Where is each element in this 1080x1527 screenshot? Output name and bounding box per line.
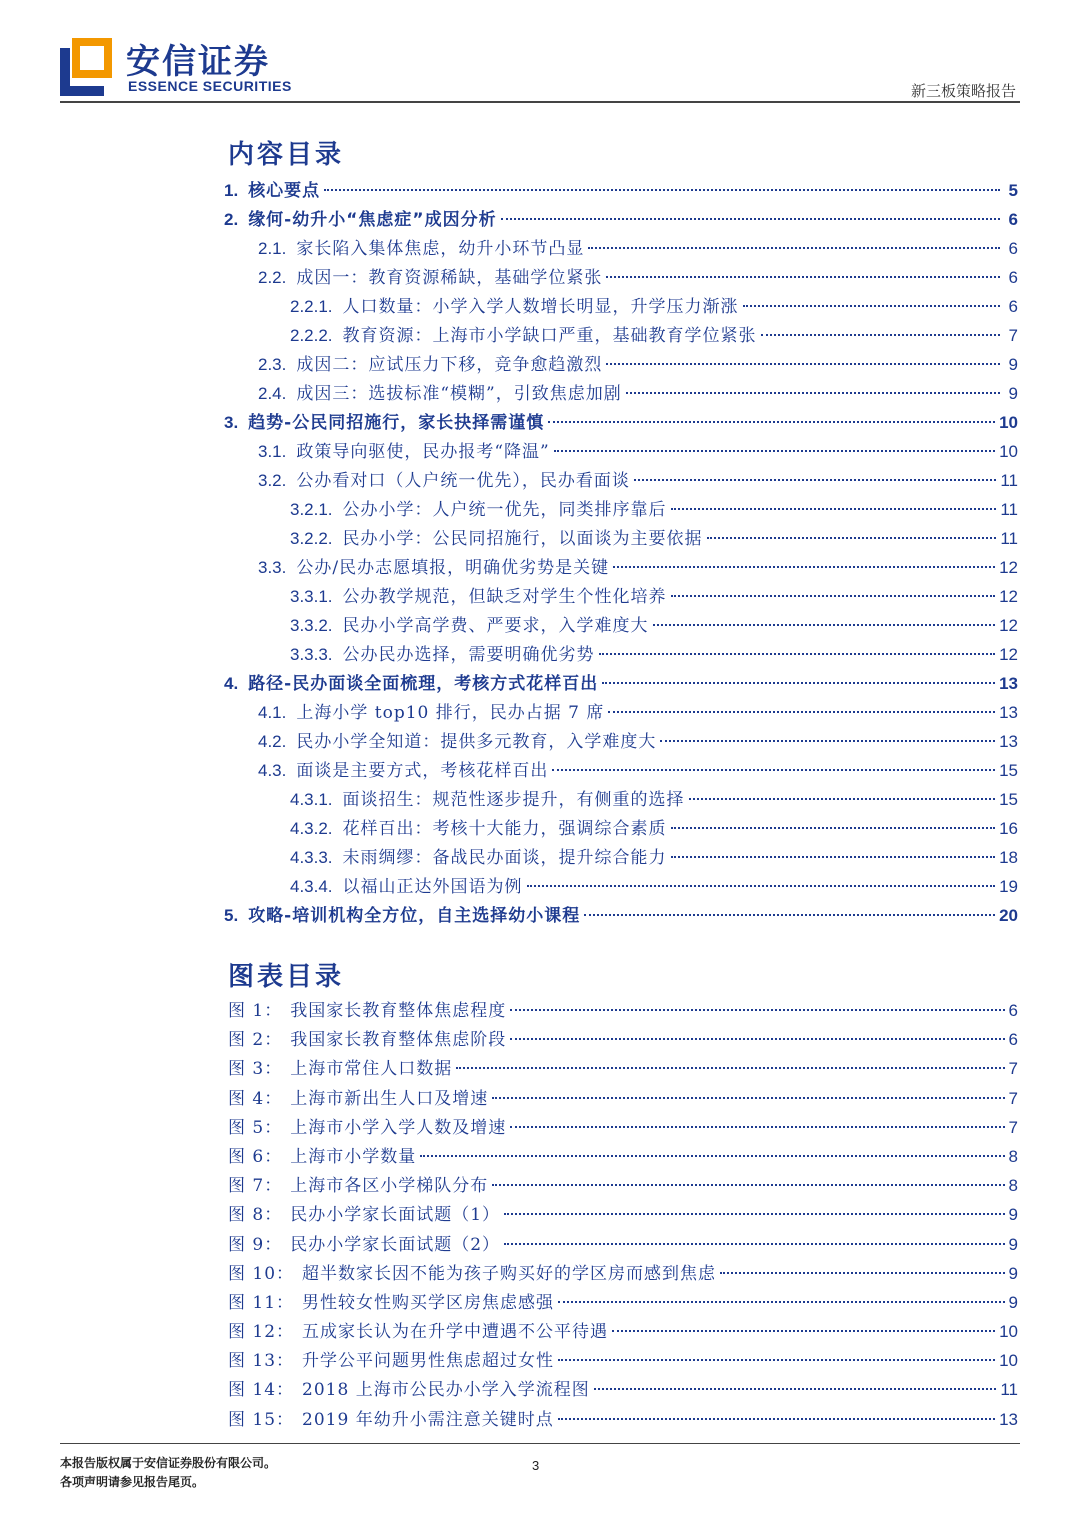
toc-entry-text: 趋势-公民同招施行，家长抉择需谨慎 [248, 413, 545, 433]
dot-leader [707, 537, 997, 539]
figure-entry-page: 8 [1008, 1146, 1018, 1166]
dot-leader [324, 189, 1000, 191]
figure-entry-text: 2018 上海市公民办小学入学流程图 [302, 1380, 590, 1401]
dot-leader [527, 885, 996, 887]
figure-entry[interactable] [228, 1346, 1018, 1375]
toc-entry[interactable] [224, 176, 1018, 205]
dot-leader [743, 305, 1000, 307]
figure-entry-text: 我国家长教育整体焦虑程度 [290, 1001, 507, 1021]
toc-entry[interactable] [224, 234, 1018, 263]
figure-entry[interactable] [228, 1259, 1018, 1288]
toc-entry-number: 3.3.1. [290, 587, 333, 606]
figure-entry-label: 图 9： [228, 1234, 283, 1255]
toc-entry-number: 2.3. [258, 355, 287, 374]
figure-entry-text: 升学公平问题男性焦虑超过女性 [302, 1351, 555, 1372]
toc-entry-number: 2.2.1. [290, 297, 333, 316]
toc-entry-page: 6 [1008, 210, 1018, 229]
toc-entry-text: 民办小学高学费、严要求，入学难度大 [342, 616, 649, 636]
toc-entry-page: 10 [999, 442, 1018, 461]
figure-entry-page: 7 [1008, 1117, 1018, 1137]
figure-entry-label: 图 5： [228, 1117, 283, 1138]
toc-entry-page: 9 [1008, 355, 1018, 374]
figure-entry-text: 上海市各区小学梯队分布 [290, 1176, 489, 1197]
toc-entry-text: 民办小学全知道：提供多元教育，入学难度大 [296, 732, 657, 752]
figure-entry[interactable] [228, 1230, 1018, 1259]
figure-entry-label: 图 10： [228, 1263, 295, 1284]
figure-entry-label: 图 13： [228, 1351, 295, 1372]
toc-entry[interactable] [224, 843, 1018, 872]
dot-leader [552, 769, 995, 771]
toc-entry-text: 人口数量：小学入学人数增长明显，升学压力渐涨 [342, 297, 739, 317]
dot-leader [558, 1359, 995, 1361]
footer-copyright: 本报告版权属于安信证券股份有限公司。 [60, 1456, 277, 1470]
dot-leader [653, 624, 996, 626]
dot-leader [548, 421, 995, 423]
figure-entry-page: 9 [1008, 1234, 1018, 1254]
toc-entry[interactable] [224, 524, 1018, 553]
toc-entry-number: 3.3.3. [290, 645, 333, 664]
toc-entry-number: 1. [224, 181, 239, 200]
dot-leader [761, 334, 1000, 336]
dot-leader [671, 827, 996, 829]
dot-leader [456, 1067, 1004, 1069]
dot-leader [588, 247, 1000, 249]
footer-divider [60, 1443, 1020, 1444]
footer-notice: 各项声明请参见报告尾页。 [60, 1475, 205, 1489]
toc-entry-page: 10 [999, 413, 1018, 432]
page-number: 3 [532, 1458, 540, 1473]
dot-leader [606, 276, 1000, 278]
dot-leader [510, 1038, 1004, 1040]
toc-entry[interactable] [224, 466, 1018, 495]
logo-chinese-name: 安信证券 [126, 42, 270, 82]
toc-entry-page: 13 [999, 703, 1018, 722]
toc-entry-page: 15 [999, 790, 1018, 809]
dot-leader [492, 1184, 1004, 1186]
figure-entry-text: 民办小学家长面试题（1） [290, 1205, 501, 1226]
figure-entry-page: 8 [1008, 1176, 1018, 1196]
figure-list [228, 996, 1018, 1434]
toc-entry-number: 2.2. [258, 268, 287, 287]
toc-entry-text: 公办小学：人户统一优先，同类排序靠后 [342, 500, 667, 520]
toc-entry-number: 3.2. [258, 471, 287, 490]
figure-entry[interactable] [228, 1288, 1018, 1317]
toc-entry-text: 缘何-幼升小“焦虑症”成因分析 [248, 210, 497, 230]
toc-entry-text: 核心要点 [248, 181, 321, 201]
toc-entry-page: 11 [1000, 529, 1018, 548]
figure-entry[interactable] [228, 1200, 1018, 1229]
toc-title: 内容目录 [228, 140, 345, 170]
figure-entry-page: 9 [1008, 1205, 1018, 1225]
report-type-label: 新三板策略报告 [910, 82, 1016, 100]
toc-entry[interactable] [224, 727, 1018, 756]
toc-entry[interactable] [224, 640, 1018, 669]
toc-entry[interactable] [224, 814, 1018, 843]
toc-entry-text: 教育资源：上海市小学缺口严重，基础教育学位紧张 [342, 326, 757, 346]
figure-entry-text: 民办小学家长面试题（2） [290, 1234, 501, 1255]
dot-leader [626, 392, 1000, 394]
figure-entry-text: 2019 年幼升小需注意关键时点 [302, 1409, 554, 1430]
dot-leader [558, 1418, 995, 1420]
toc-entry-page: 12 [999, 645, 1018, 664]
toc-entry[interactable] [224, 263, 1018, 292]
dot-leader [720, 1272, 1004, 1274]
figure-entry-page: 7 [1008, 1059, 1018, 1079]
dot-leader [510, 1009, 1004, 1011]
dot-leader [612, 1330, 995, 1332]
toc-entry-number: 4.3. [258, 761, 287, 780]
toc-entry-page: 20 [999, 906, 1018, 925]
figure-entry-label: 图 6： [228, 1146, 283, 1167]
toc-entry-page: 13 [999, 732, 1018, 751]
dot-leader [608, 711, 995, 713]
toc-entry-number: 2.4. [258, 384, 287, 403]
figure-entry-label: 图 1： [228, 1001, 283, 1021]
toc-entry-number: 2.1. [258, 239, 287, 258]
toc-entry-text: 公办教学规范，但缺乏对学生个性化培养 [342, 587, 667, 607]
dot-leader [689, 798, 996, 800]
dot-leader [420, 1155, 1004, 1157]
figure-entry-page: 6 [1008, 1030, 1018, 1050]
toc-entry[interactable] [224, 698, 1018, 727]
toc-entry-page: 11 [1000, 471, 1018, 490]
toc-entry-page: 11 [1000, 500, 1018, 519]
figure-entry[interactable] [228, 1084, 1018, 1113]
toc-entry-page: 9 [1008, 384, 1018, 403]
dot-leader [594, 1388, 997, 1390]
figure-entry-page: 11 [1000, 1380, 1018, 1400]
toc-entry-page: 6 [1008, 268, 1018, 287]
toc-entry[interactable] [224, 292, 1018, 321]
toc-entry-number: 5. [224, 906, 239, 925]
dot-leader [671, 856, 996, 858]
dot-leader [584, 914, 995, 916]
toc-entry-text: 成因三：选拔标准“模糊”，引致焦虑加剧 [296, 384, 622, 404]
figures-title: 图表目录 [228, 962, 345, 992]
toc-entry[interactable] [224, 669, 1018, 698]
figure-entry-label: 图 2： [228, 1030, 283, 1051]
toc-entry-number: 4.1. [258, 703, 287, 722]
figure-entry-page: 13 [999, 1409, 1018, 1429]
toc-entry[interactable] [224, 901, 1018, 930]
toc-entry-text: 面谈是主要方式，考核花样百出 [296, 761, 549, 781]
figure-entry-label: 图 4： [228, 1088, 283, 1109]
toc-entry-number: 4.3.1. [290, 790, 333, 809]
toc-entry-number: 2.2.2. [290, 326, 333, 345]
toc-entry-number: 3.3.2. [290, 616, 333, 635]
toc-entry-page: 16 [999, 819, 1018, 838]
footer-disclaimer [60, 1454, 276, 1492]
toc-entry[interactable] [224, 437, 1018, 466]
figure-entry-text: 上海市小学数量 [290, 1146, 417, 1167]
figure-entry-text: 五成家长认为在升学中遭遇不公平待遇 [302, 1322, 609, 1343]
dot-leader [492, 1097, 1004, 1099]
toc-entry[interactable] [224, 756, 1018, 785]
figure-entry-text: 上海市常住人口数据 [290, 1059, 453, 1080]
toc-entry[interactable] [224, 553, 1018, 582]
toc-entry-text: 公办民办选择，需要明确优劣势 [342, 645, 595, 665]
figure-entry-label: 图 14： [228, 1380, 295, 1401]
toc-entry[interactable] [224, 350, 1018, 379]
dot-leader [634, 479, 996, 481]
toc-entry[interactable] [224, 379, 1018, 408]
figure-entry-page: 6 [1008, 1001, 1018, 1020]
toc-entry-page: 12 [999, 587, 1018, 606]
toc-entry-page: 18 [999, 848, 1018, 867]
figure-entry[interactable] [228, 1025, 1018, 1054]
toc-entry-text: 上海小学 top10 排行，民办占据 7 席 [296, 703, 605, 723]
figure-entry[interactable] [228, 1375, 1018, 1404]
figure-entry[interactable] [228, 1405, 1018, 1434]
table-of-contents [224, 176, 1018, 930]
toc-entry-text: 成因一：教育资源稀缺，基础学位紧张 [296, 268, 603, 288]
toc-entry-page: 5 [1008, 181, 1018, 200]
toc-entry-page: 13 [999, 674, 1018, 693]
header-divider [60, 101, 1020, 103]
figure-entry[interactable] [228, 1054, 1018, 1083]
figure-entry[interactable] [228, 1317, 1018, 1346]
dot-leader [554, 450, 995, 452]
figure-entry-label: 图 8： [228, 1205, 283, 1226]
figure-entry[interactable] [228, 996, 1018, 1025]
toc-entry-text: 未雨绸缪：备战民办面谈，提升综合能力 [342, 848, 667, 868]
toc-entry-number: 4.3.2. [290, 819, 333, 838]
toc-entry[interactable] [224, 205, 1018, 234]
figure-entry-page: 9 [1008, 1292, 1018, 1312]
toc-entry-number: 4.2. [258, 732, 287, 751]
toc-entry-text: 攻略-培训机构全方位，自主选择幼小课程 [248, 906, 581, 926]
toc-entry-page: 6 [1008, 297, 1018, 316]
toc-entry[interactable] [224, 495, 1018, 524]
toc-entry-number: 3.2.1. [290, 500, 333, 519]
toc-entry-text: 路径-民办面谈全面梳理，考核方式花样百出 [248, 674, 599, 694]
toc-entry-text: 政策导向驱使，民办报考“降温” [296, 442, 550, 462]
figure-entry[interactable] [228, 1113, 1018, 1142]
toc-entry-number: 3.2.2. [290, 529, 333, 548]
figure-entry-text: 我国家长教育整体焦虑阶段 [290, 1030, 507, 1051]
toc-entry-number: 3. [224, 413, 239, 432]
toc-entry-text: 花样百出：考核十大能力，强调综合素质 [342, 819, 667, 839]
page-header [0, 0, 1080, 110]
figure-entry-label: 图 12： [228, 1322, 295, 1343]
toc-entry-number: 3.1. [258, 442, 287, 461]
toc-entry[interactable] [224, 785, 1018, 814]
toc-entry-page: 6 [1008, 239, 1018, 258]
figure-entry-text: 男性较女性购买学区房焦虑感强 [302, 1292, 555, 1313]
toc-entry-page: 19 [999, 877, 1018, 896]
figure-entry[interactable] [228, 1171, 1018, 1200]
toc-entry-number: 4. [224, 674, 239, 693]
dot-leader [613, 566, 995, 568]
dot-leader [501, 218, 1000, 220]
toc-entry-page: 7 [1008, 326, 1018, 345]
toc-entry-page: 12 [999, 558, 1018, 577]
figure-entry-label: 图 11： [228, 1292, 295, 1313]
essence-logo-icon [60, 38, 112, 96]
figure-entry-page: 7 [1008, 1088, 1018, 1108]
toc-entry-number: 4.3.4. [290, 877, 333, 896]
dot-leader [602, 682, 995, 684]
toc-entry[interactable] [224, 611, 1018, 640]
figure-entry[interactable] [228, 1142, 1018, 1171]
figure-entry-label: 图 15： [228, 1409, 295, 1430]
figure-entry-page: 10 [999, 1351, 1018, 1371]
toc-entry[interactable] [224, 408, 1018, 437]
dot-leader [671, 508, 997, 510]
figure-entry-text: 上海市小学入学人数及增速 [290, 1117, 507, 1138]
toc-entry-text: 成因二：应试压力下移，竞争愈趋激烈 [296, 355, 603, 375]
toc-entry[interactable] [224, 582, 1018, 611]
figure-entry-text: 上海市新出生人口及增速 [290, 1088, 489, 1109]
toc-entry-number: 4.3.3. [290, 848, 333, 867]
toc-entry-text: 民办小学：公民同招施行，以面谈为主要依据 [342, 529, 703, 549]
dot-leader [599, 653, 996, 655]
toc-entry-text: 以福山正达外国语为例 [342, 877, 523, 897]
toc-entry-text: 公办/民办志愿填报，明确优劣势是关键 [296, 558, 610, 578]
logo-english-name: ESSENCE SECURITIES [128, 78, 292, 94]
figure-entry-label: 图 7： [228, 1176, 283, 1197]
dot-leader [671, 595, 996, 597]
figure-entry-label: 图 3： [228, 1059, 283, 1080]
dot-leader [504, 1213, 1004, 1215]
figure-entry-text: 超半数家长因不能为孩子购买好的学区房而感到焦虑 [302, 1263, 717, 1284]
dot-leader [558, 1301, 1004, 1303]
toc-entry-number: 3.3. [258, 558, 287, 577]
figure-entry-page: 9 [1008, 1263, 1018, 1283]
toc-entry-page: 15 [999, 761, 1018, 780]
dot-leader [606, 363, 1000, 365]
toc-entry[interactable] [224, 321, 1018, 350]
figure-entry-page: 10 [999, 1322, 1018, 1342]
toc-entry-page: 12 [999, 616, 1018, 635]
toc-entry-number: 2. [224, 210, 239, 229]
dot-leader [510, 1126, 1004, 1128]
dot-leader [504, 1243, 1004, 1245]
toc-entry-text: 公办看对口（人户统一优先），民办看面谈 [296, 471, 630, 491]
toc-entry[interactable] [224, 872, 1018, 901]
dot-leader [660, 740, 995, 742]
toc-entry-text: 面谈招生：规范性逐步提升，有侧重的选择 [342, 790, 685, 810]
toc-entry-text: 家长陷入集体焦虑，幼升小环节凸显 [296, 239, 585, 259]
